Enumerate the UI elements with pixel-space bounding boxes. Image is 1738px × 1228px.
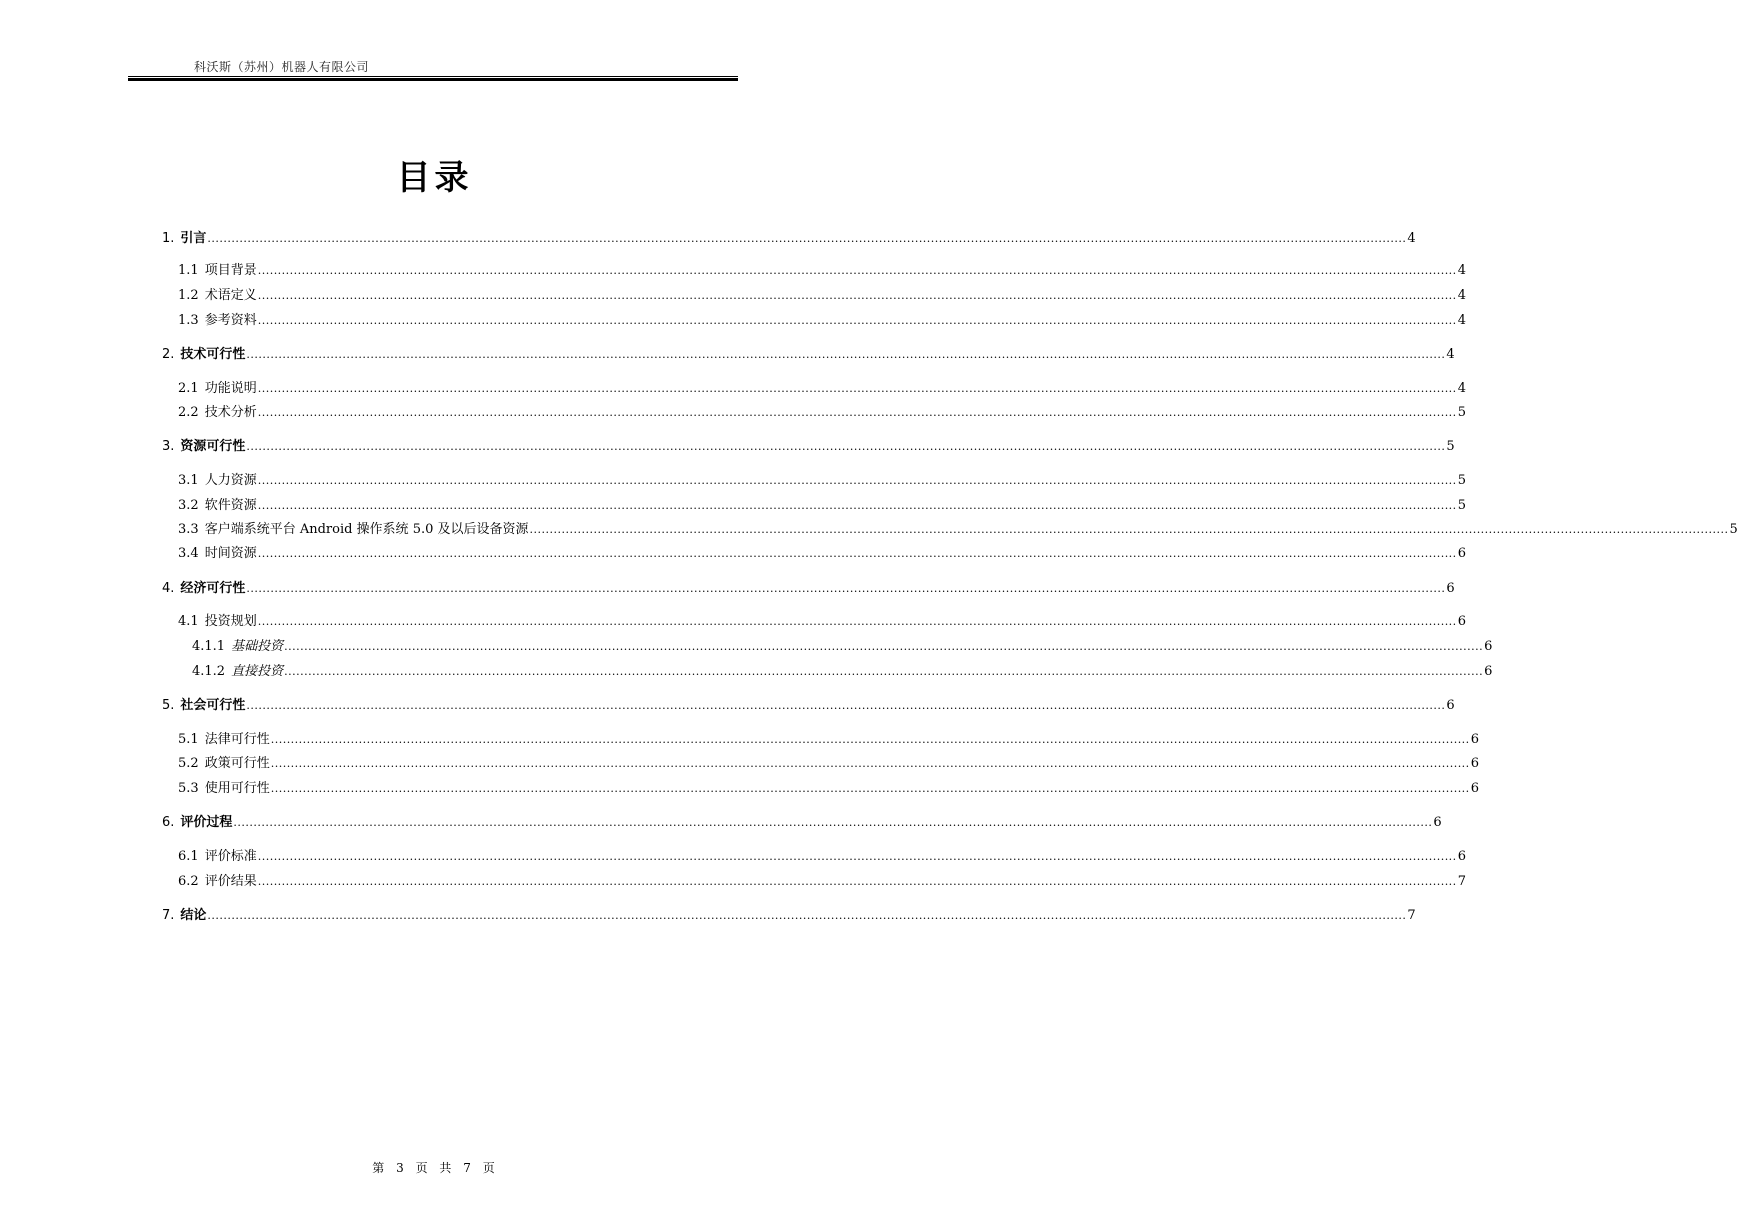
toc-entry[interactable]: [162, 728, 1479, 748]
toc-entry-page: 7: [1407, 908, 1416, 923]
toc-entry-number: 5.1: [178, 732, 199, 747]
toc-entry-label: [192, 660, 283, 679]
toc-entry-number: 2.: [162, 347, 175, 362]
toc-entry-text: 经济可行性: [180, 581, 246, 596]
toc-entry-text: 评价过程: [180, 815, 233, 830]
toc-entry-label: [178, 494, 257, 513]
toc-entry[interactable]: [162, 377, 1466, 397]
toc-entry-label: [178, 518, 529, 537]
toc-entry-label: [178, 870, 257, 889]
toc-leader-dots: ............................................................................................................................................................................................................................................................................................................: [207, 909, 1407, 922]
toc-entry-page: 6: [1457, 546, 1466, 561]
toc-entry-text: 客户端系统平台 Android 操作系统 5.0 及以后设备资源: [204, 522, 529, 537]
toc-entry-page: 6: [1457, 849, 1466, 864]
toc-entry[interactable]: [162, 694, 1455, 714]
toc-entry-number: 3.4: [178, 546, 199, 561]
footer-post: 页: [482, 1161, 497, 1175]
toc-entry-page: 5: [1729, 522, 1738, 537]
toc-entry-text: 引言: [180, 231, 207, 246]
toc-leader-dots: ............................................................................................................................................................................................................................................................................................................: [257, 615, 1457, 628]
footer-pre: 第: [372, 1161, 387, 1175]
toc-entry-page: 6: [1484, 664, 1493, 679]
toc-entry-text: 评价标准: [204, 849, 257, 864]
toc-leader-dots: ............................................................................................................................................................................................................................................................................................................: [257, 382, 1457, 395]
toc-entry-number: 3.3: [178, 522, 199, 537]
toc-entry-number: 3.2: [178, 498, 199, 513]
toc-leader-dots: ............................................................................................................................................................................................................................................................................................................: [284, 640, 1484, 653]
toc-entry-number: 1.1: [178, 263, 199, 278]
toc-entry-label: [178, 777, 270, 796]
toc-entry[interactable]: [162, 660, 1493, 680]
toc-leader-dots: ............................................................................................................................................................................................................................................................................................................: [233, 816, 1433, 829]
toc-entry-label: [192, 635, 283, 654]
toc-entry-text: 评价结果: [204, 874, 257, 889]
toc-entry[interactable]: [162, 435, 1455, 455]
toc-entry[interactable]: [162, 542, 1466, 562]
toc-entry-label: [162, 694, 245, 713]
toc-entry-text: 功能说明: [204, 381, 257, 396]
toc-entry-number: 3.1: [178, 473, 199, 488]
toc-entry-number: 4.1.2: [192, 664, 226, 679]
toc-entry-number: 6.1: [178, 849, 199, 864]
toc-entry-page: 6: [1470, 756, 1479, 771]
toc-entry-page: 6: [1484, 639, 1493, 654]
toc-entry-page: 5: [1446, 439, 1455, 454]
toc-entry[interactable]: [162, 309, 1466, 329]
toc-leader-dots: ............................................................................................................................................................................................................................................................................................................: [257, 875, 1457, 888]
toc-leader-dots: ............................................................................................................................................................................................................................................................................................................: [207, 232, 1407, 245]
header-rule-thin: [128, 76, 738, 77]
toc-entry[interactable]: [162, 635, 1493, 655]
toc-entry-number: 5.3: [178, 781, 199, 796]
footer-current-page: 3: [396, 1161, 406, 1175]
toc-entry[interactable]: [162, 494, 1466, 514]
toc-entry[interactable]: [162, 469, 1466, 489]
toc-entry-label: [178, 542, 257, 561]
toc-leader-dots: ............................................................................................................................................................................................................................................................................................................: [246, 440, 1446, 453]
toc-leader-dots: ............................................................................................................................................................................................................................................................................................................: [257, 289, 1457, 302]
toc-entry-number: 5.2: [178, 756, 199, 771]
footer-mid1: 页: [415, 1161, 430, 1175]
toc-entry[interactable]: [162, 577, 1455, 597]
toc-entry-label: [178, 377, 257, 396]
toc-entry-number: 7.: [162, 908, 175, 923]
toc-entry[interactable]: [162, 904, 1416, 924]
toc-entry-label: [162, 435, 245, 454]
toc-entry-number: 4.1: [178, 614, 199, 629]
toc-entry-number: 6.: [162, 815, 175, 830]
toc-entry-page: 4: [1457, 288, 1466, 303]
toc-entry-label: [162, 227, 206, 246]
toc-entry[interactable]: [162, 811, 1442, 831]
toc-entry-label: [178, 469, 257, 488]
toc-leader-dots: ............................................................................................................................................................................................................................................................................................................: [246, 699, 1446, 712]
toc-entry-page: 4: [1457, 313, 1466, 328]
page-footer: [0, 1159, 869, 1176]
toc-entry-text: 投资规划: [204, 614, 257, 629]
footer-total-pages: 7: [463, 1161, 473, 1175]
toc-entry-text: 时间资源: [204, 546, 257, 561]
toc-leader-dots: ............................................................................................................................................................................................................................................................................................................: [246, 582, 1446, 595]
toc-entry-number: 2.2: [178, 405, 199, 420]
toc-entry-label: [162, 904, 206, 923]
toc-entry[interactable]: [162, 259, 1466, 279]
toc-entry-text: 政策可行性: [204, 756, 270, 771]
toc-entry-text: 参考资料: [204, 313, 257, 328]
footer-mid2: 共: [439, 1161, 454, 1175]
toc-entry[interactable]: [162, 343, 1455, 363]
toc-leader-dots: ............................................................................................................................................................................................................................................................................................................: [257, 850, 1457, 863]
toc-entry-page: 6: [1433, 815, 1442, 830]
toc-entry[interactable]: [162, 845, 1466, 865]
toc-leader-dots: ............................................................................................................................................................................................................................................................................................................: [257, 499, 1457, 512]
toc-entry-number: 6.2: [178, 874, 199, 889]
toc-entry-number: 4.: [162, 581, 175, 596]
toc-entry-number: 2.1: [178, 381, 199, 396]
toc-leader-dots: ............................................................................................................................................................................................................................................................................................................: [270, 782, 1470, 795]
toc-entry-text: 结论: [180, 908, 207, 923]
toc-leader-dots: ............................................................................................................................................................................................................................................................................................................: [284, 665, 1484, 678]
toc-entry-label: [162, 811, 232, 830]
toc-entry-number: 5.: [162, 698, 175, 713]
toc-leader-dots: ............................................................................................................................................................................................................................................................................................................: [257, 264, 1457, 277]
toc-entry-text: 社会可行性: [180, 698, 246, 713]
toc-entry-text: 使用可行性: [204, 781, 270, 796]
toc-entry-page: 6: [1470, 732, 1479, 747]
toc-entry[interactable]: [162, 227, 1416, 247]
toc-entry-page: 4: [1457, 263, 1466, 278]
toc-leader-dots: ............................................................................................................................................................................................................................................................................................................: [257, 547, 1457, 560]
toc-entry-number: 1.3: [178, 313, 199, 328]
toc-entry-page: 6: [1470, 781, 1479, 796]
toc-entry-page: 7: [1457, 874, 1466, 889]
toc-entry-label: [178, 309, 257, 328]
toc-entry-page: 4: [1457, 381, 1466, 396]
toc-entry-text: 术语定义: [204, 288, 257, 303]
toc-entry-label: [178, 259, 257, 278]
toc-entry-page: 6: [1446, 698, 1455, 713]
toc-entry-number: 1.: [162, 231, 175, 246]
toc-entry-label: [178, 752, 270, 771]
toc-entry-text: 项目背景: [204, 263, 257, 278]
toc-entry-text: 软件资源: [204, 498, 257, 513]
toc-entry-page: 4: [1446, 347, 1455, 362]
toc-entry[interactable]: [162, 870, 1466, 890]
toc-entry-text: 直接投资: [231, 664, 284, 679]
toc-entry-label: [178, 845, 257, 864]
header-rule-thick: [128, 78, 738, 81]
toc-entry-text: 基础投资: [231, 639, 284, 654]
toc-entry-page: 6: [1457, 614, 1466, 629]
toc-leader-dots: ............................................................................................................................................................................................................................................................................................................: [257, 314, 1457, 327]
toc-entry-label: [162, 343, 245, 362]
toc-entry[interactable]: [162, 610, 1466, 630]
toc-entry-page: 5: [1457, 473, 1466, 488]
toc-entry[interactable]: [162, 284, 1466, 304]
toc-leader-dots: ............................................................................................................................................................................................................................................................................................................: [270, 733, 1470, 746]
toc-entry-label: [178, 284, 257, 303]
toc-entry[interactable]: [162, 752, 1479, 772]
toc-leader-dots: ............................................................................................................................................................................................................................................................................................................: [270, 757, 1470, 770]
toc-entry-page: 6: [1446, 581, 1455, 596]
toc-entry-page: 5: [1457, 498, 1466, 513]
toc-entry-label: [178, 610, 257, 629]
toc-entry-text: 人力资源: [204, 473, 257, 488]
toc-entry-label: [178, 401, 257, 420]
page-title: 目录: [396, 158, 473, 198]
toc-leader-dots: ............................................................................................................................................................................................................................................................................................................: [246, 348, 1446, 361]
toc-entry-number: 4.1.1: [192, 639, 226, 654]
toc-entry-text: 技术分析: [204, 405, 257, 420]
toc-entry-text: 法律可行性: [204, 732, 270, 747]
toc-entry-page: 4: [1407, 231, 1416, 246]
toc-leader-dots: ............................................................................................................................................................................................................................................................................................................: [257, 406, 1457, 419]
toc-leader-dots: ............................................................................................................................................................................................................................................................................................................: [257, 474, 1457, 487]
toc-entry-label: [162, 577, 245, 596]
running-header: 科沃斯（苏州）机器人有限公司: [194, 60, 370, 74]
toc-entry-page: 5: [1457, 405, 1466, 420]
toc-entry[interactable]: [162, 518, 1738, 538]
toc-entry-text: 技术可行性: [180, 347, 246, 362]
toc-entry-text: 资源可行性: [180, 439, 246, 454]
toc-entry-label: [178, 728, 270, 747]
toc-entry-number: 1.2: [178, 288, 199, 303]
toc-entry[interactable]: [162, 777, 1479, 797]
toc-entry[interactable]: [162, 401, 1466, 421]
toc-entry-number: 3.: [162, 439, 175, 454]
toc-leader-dots: ............................................................................................................................................................................................................................................................................................................: [529, 523, 1729, 536]
